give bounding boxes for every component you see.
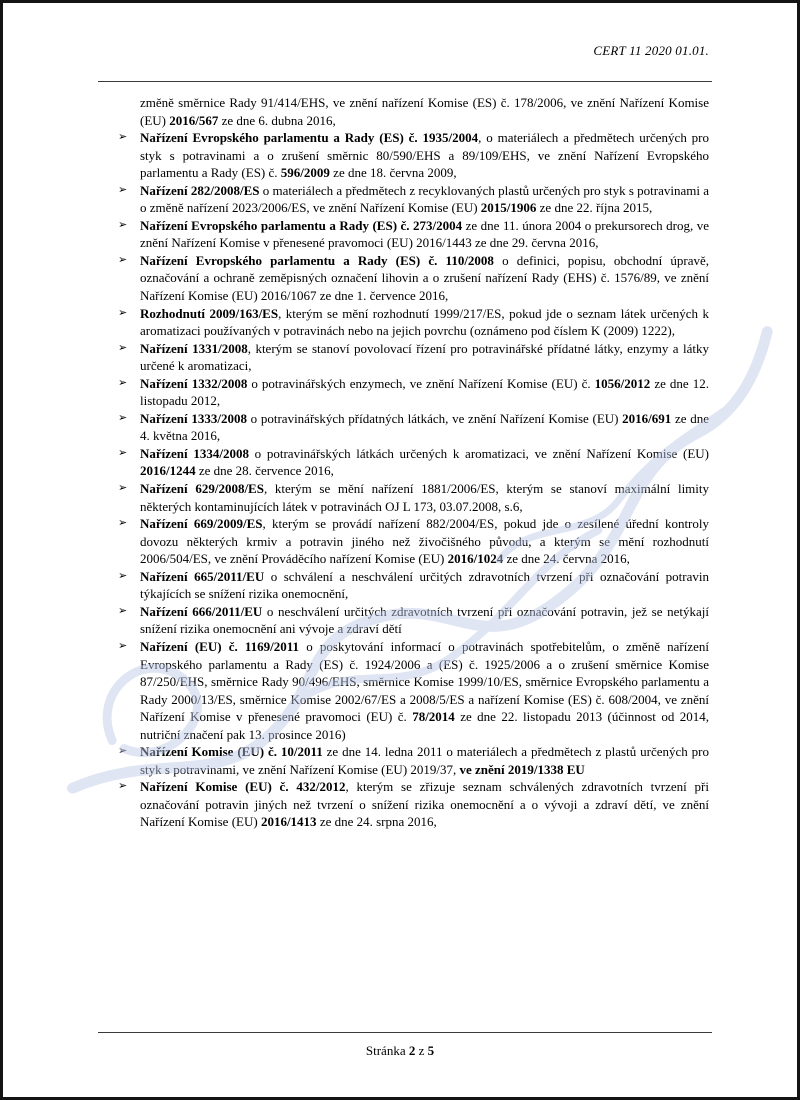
bullet-arrow-icon: ➢ bbox=[118, 306, 128, 319]
list-item bbox=[118, 778, 709, 831]
list-item bbox=[118, 340, 709, 375]
list-item bbox=[118, 515, 709, 568]
list-item bbox=[118, 743, 709, 778]
list-item bbox=[118, 603, 709, 638]
list-item-text: Nařízení 282/2008/ES o materiálech a předmětech z recyklovaných plastů určených pro styk s potravinami a o změně nařízení 2023/2006/ES, ve znění Nařízení Komise (EU) 2015/1906 ze dne 22. října 2015, bbox=[140, 182, 709, 216]
list-item-text: Nařízení Evropského parlamentu a Rady (ES) č. 1935/2004, o materiálech a předmětech určených pro styk s potravinami a o zrušení směrnic 80/590/EHS a 89/109/EHS, ve znění Nařízení Evropského parlamentu a Rady (ES) č. 596/2009 ze dne 18. června 2009, bbox=[140, 130, 710, 181]
list-item bbox=[118, 410, 709, 445]
list-item-text: Nařízení 1333/2008 o potravinářských přídatných látkách, ve znění Nařízení Komise (EU) 2016/691 ze dne 4. května 2016, bbox=[140, 410, 710, 444]
bullet-arrow-icon: ➢ bbox=[118, 745, 128, 758]
intro-paragraph: změně směrnice Rady 91/414/EHS, ve znění nařízení Komise (ES) č. 178/2006, ve znění Nařízení Komise (EU) 2016/567 ze dne 6. dubna 2016, bbox=[140, 95, 709, 128]
list-item-text: Nařízení 1334/2008 o potravinářských látkách určených k aromatizaci, ve znění Nařízení Komise (EU) 2016/1244 ze dne 28. července 2016, bbox=[140, 445, 710, 479]
list-item bbox=[118, 252, 709, 305]
bullet-arrow-icon: ➢ bbox=[118, 218, 128, 231]
page-footer bbox=[3, 1043, 797, 1059]
list-item bbox=[118, 568, 709, 603]
list-item bbox=[118, 445, 709, 480]
bullet-arrow-icon: ➢ bbox=[118, 446, 128, 459]
list-item bbox=[118, 129, 709, 182]
bullet-arrow-icon: ➢ bbox=[118, 411, 128, 424]
list-item-text: Nařízení Komise (EU) č. 432/2012, kterým se zřizuje seznam schválených zdravotních tvrzení při označování potravin jiných než tvrzení o snížení rizika onemocnění a o vývoji a zdraví dětí, ve znění Nařízení Komise (EU) 2016/1413 ze dne 24. srpna 2016, bbox=[140, 779, 709, 830]
list-item bbox=[118, 182, 709, 217]
list-item-text: Nařízení 1331/2008, kterým se stanoví povolovací řízení pro potravinářské přídatné látky, enzymy a látky určené k aromatizaci, bbox=[140, 340, 709, 374]
list-item-text: Nařízení 669/2009/ES, kterým se provádí nařízení 882/2004/ES, pokud jde o zesílené úřední kontroly dovozu některých krmiv a potravin jiného než živočišného původu, a kterým se mění rozhodnutí 2006/504/ES, ve znění Prováděcího nařízení Komise (EU) 2016/1024 ze dne 24. června 2016, bbox=[140, 516, 709, 567]
footer-of-word: z bbox=[418, 1043, 425, 1058]
bullet-arrow-icon: ➢ bbox=[118, 780, 128, 793]
bullet-arrow-icon: ➢ bbox=[118, 253, 128, 266]
list-item-text: Nařízení 665/2011/EU o schválení a neschválení určitých zdravotních tvrzení při označování potravin týkajících se snížení rizika onemocnění, bbox=[140, 568, 710, 602]
bullet-arrow-icon: ➢ bbox=[118, 183, 128, 196]
footer-label: Stránka bbox=[365, 1043, 406, 1058]
bullet-arrow-icon: ➢ bbox=[118, 131, 128, 144]
list-item-text: Rozhodnutí 2009/163/ES, kterým se mění rozhodnutí 1999/217/ES, pokud jde o seznam látek určených k aromatizaci používaných v potravinách nebo na jejich povrchu (oznámeno pod číslem K (2009) 1222), bbox=[140, 305, 709, 339]
list-item bbox=[118, 305, 709, 340]
list-item-text: Nařízení Evropského parlamentu a Rady (ES) č. 110/2008 o definici, popisu, obchodní úpravě, označování a ochraně zeměpisných označení lihovin a o zrušení nařízení Rady (EHS) č. 1576/89, ve znění Nařízení Komise (EU) 2016/1067 ze dne 1. července 2016, bbox=[140, 252, 709, 304]
bullet-arrow-icon: ➢ bbox=[118, 604, 128, 617]
list-item-text: Nařízení 666/2011/EU o neschválení určitých zdravotních tvrzení při označování potravin, jež se netýkají snížení rizika onemocnění ani vývoje a zdraví dětí bbox=[140, 603, 709, 637]
list-item-text: Nařízení Evropského parlamentu a Rady (ES) č. 273/2004 ze dne 11. února 2004 o prekursorech drog, ve znění Nařízení Komise v přenesené pravomoci (EU) 2016/1443 ze dne 29. června 2016, bbox=[140, 217, 709, 251]
regulation-list bbox=[118, 129, 709, 831]
list-item bbox=[118, 638, 709, 743]
list-item-text: Nařízení 629/2008/ES, kterým se mění nařízení 1881/2006/ES, kterým se stanoví maximální limity některých kontaminujících látek v potravinách OJ L 173, 03.07.2008, s.6, bbox=[140, 481, 710, 514]
list-item bbox=[118, 217, 709, 252]
list-item-text: Nařízení (EU) č. 1169/2011 o poskytování informací o potravinách spotřebitelům, o změně nařízení Evropského parlamentu a Rady (ES) č. 1924/2006 a (ES) č. 1925/2006 a o zrušení směrnice Komise 87/250/EHS, směrnice Rady 90/496/EHS, směrnice Komise 1999/10/ES, směrnice Evropského parlamentu a Rady 2000/13/ES, směrnice Komise 2002/67/ES a 2008/5/ES a nařízení Komise (ES) č. 608/2004, ve znění Nařízení Komise v přenesené pravomoci (EU) č. 78/2014 ze dne 22. listopadu 2013 (účinnost od 2014, nutriční značení pak 13. prosince 2016) bbox=[140, 638, 710, 742]
footer-rule bbox=[98, 1032, 712, 1033]
bullet-arrow-icon: ➢ bbox=[118, 341, 128, 354]
footer-total-pages: 5 bbox=[427, 1043, 435, 1058]
header-doc-code: CERT 11 2020 01.01. bbox=[593, 43, 709, 58]
bullet-arrow-icon: ➢ bbox=[118, 517, 128, 530]
list-item bbox=[118, 480, 709, 515]
list-item-text: Nařízení 1332/2008 o potravinářských enzymech, ve znění Nařízení Komise (EU) č. 1056/2012 ze dne 12. listopadu 2012, bbox=[140, 375, 709, 409]
bullet-arrow-icon: ➢ bbox=[118, 482, 128, 495]
bullet-arrow-icon: ➢ bbox=[118, 639, 128, 652]
bullet-arrow-icon: ➢ bbox=[118, 569, 128, 582]
header-rule bbox=[98, 81, 712, 82]
list-item-text: Nařízení Komise (EU) č. 10/2011 ze dne 14. ledna 2011 o materiálech a předmětech z plastů určených pro styk s potravinami, ve znění Nařízení Komise (EU) 2019/37, ve znění 2019/1338 EU bbox=[140, 744, 709, 777]
bullet-arrow-icon: ➢ bbox=[118, 376, 128, 389]
footer-page-number: 2 bbox=[408, 1043, 416, 1058]
list-item bbox=[118, 375, 709, 410]
document-body bbox=[118, 94, 709, 831]
